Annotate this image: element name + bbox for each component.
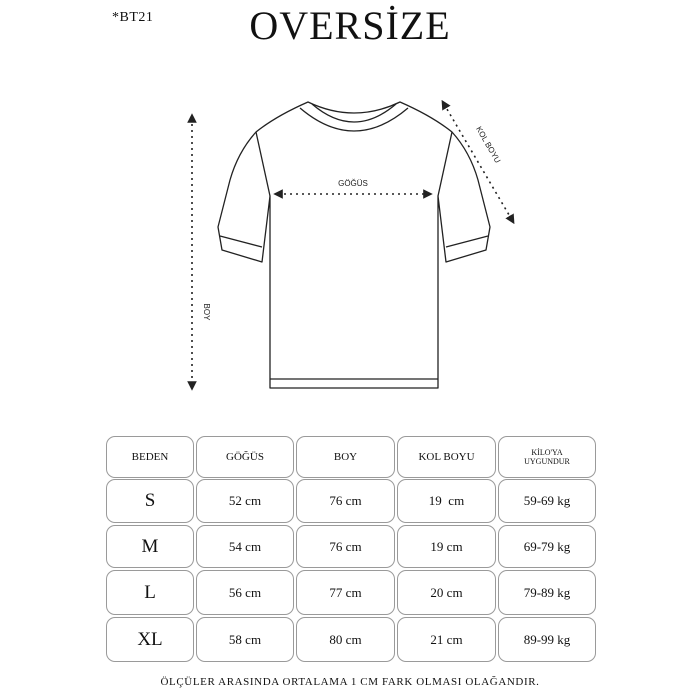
cell-text: S xyxy=(144,490,156,511)
table-cell xyxy=(397,479,496,523)
cell-text: 54 cm xyxy=(228,538,262,554)
cell-text: BEDEN xyxy=(131,451,169,463)
header-line: UYGUNDUR xyxy=(524,457,570,466)
table-cell xyxy=(498,525,596,568)
cell-text: GÖĞÜS xyxy=(226,451,264,463)
table-header-cell xyxy=(106,436,194,478)
table-cell xyxy=(397,617,496,662)
cell-text: 19 cm xyxy=(428,493,465,508)
table-row xyxy=(106,617,596,662)
cell-text: 59-69 kg xyxy=(523,493,571,508)
cell-text: L xyxy=(144,581,156,603)
table-header-cell xyxy=(397,436,496,478)
cell-text: 69-79 kg xyxy=(523,538,571,554)
size-cell xyxy=(106,479,194,523)
sleeve-label: KOL BOYU xyxy=(474,124,503,165)
length-label: BOY xyxy=(202,303,211,321)
table-row xyxy=(106,479,596,523)
cell-text: 80 cm xyxy=(329,631,362,647)
cell-text: 21 cm xyxy=(430,631,463,647)
cell-text: 19 cm xyxy=(430,538,463,554)
table-header-cell xyxy=(196,436,294,478)
table-cell xyxy=(498,570,596,615)
collar xyxy=(300,108,408,131)
cell-text: BOY xyxy=(333,451,358,463)
table-header-cell xyxy=(498,436,596,478)
table-cell xyxy=(296,525,395,568)
table-header-cell xyxy=(296,436,395,478)
cell-text: 52 cm xyxy=(228,493,262,508)
cell-text: 76 cm xyxy=(329,493,362,508)
measurement-note: ÖLÇÜLER ARASINDA ORTALAMA 1 CM FARK OLMASI OLAĞANDIR. xyxy=(160,676,540,688)
cell-text: M xyxy=(141,535,159,557)
right-cuff xyxy=(446,236,488,247)
cell-text: 56 cm xyxy=(228,584,262,600)
cell-text: 77 cm xyxy=(329,584,362,600)
table-cell xyxy=(196,570,294,615)
left-cuff xyxy=(220,236,262,247)
cell-text: 79-89 kg xyxy=(523,584,571,600)
table-cell xyxy=(296,617,395,662)
cell-text: XL xyxy=(137,628,163,650)
table-header-row xyxy=(106,436,596,478)
header-line: KİLO'YA xyxy=(531,448,563,457)
page-title: OVERSİZE xyxy=(249,3,451,48)
size-cell xyxy=(106,570,194,615)
cell-text: 58 cm xyxy=(228,631,262,647)
size-cell xyxy=(106,525,194,568)
cell-text: 89-99 kg xyxy=(523,631,571,647)
chest-label: GÖĞÜS xyxy=(338,179,368,188)
table-cell xyxy=(498,617,596,662)
table-cell xyxy=(296,479,395,523)
table-cell xyxy=(397,525,496,568)
cell-text: 20 cm xyxy=(430,584,463,600)
table-cell xyxy=(498,479,596,523)
sleeve-arrow xyxy=(444,104,512,220)
table-cell xyxy=(196,525,294,568)
table-cell xyxy=(196,479,294,523)
table-cell xyxy=(196,617,294,662)
size-cell xyxy=(106,617,194,662)
cell-text: KOL BOYU xyxy=(418,451,475,463)
table-cell xyxy=(397,570,496,615)
table-cell xyxy=(296,570,395,615)
cell-text: 76 cm xyxy=(329,538,362,554)
table-row xyxy=(106,525,596,568)
table-row xyxy=(106,570,596,615)
product-code: *BT21 xyxy=(112,10,154,25)
